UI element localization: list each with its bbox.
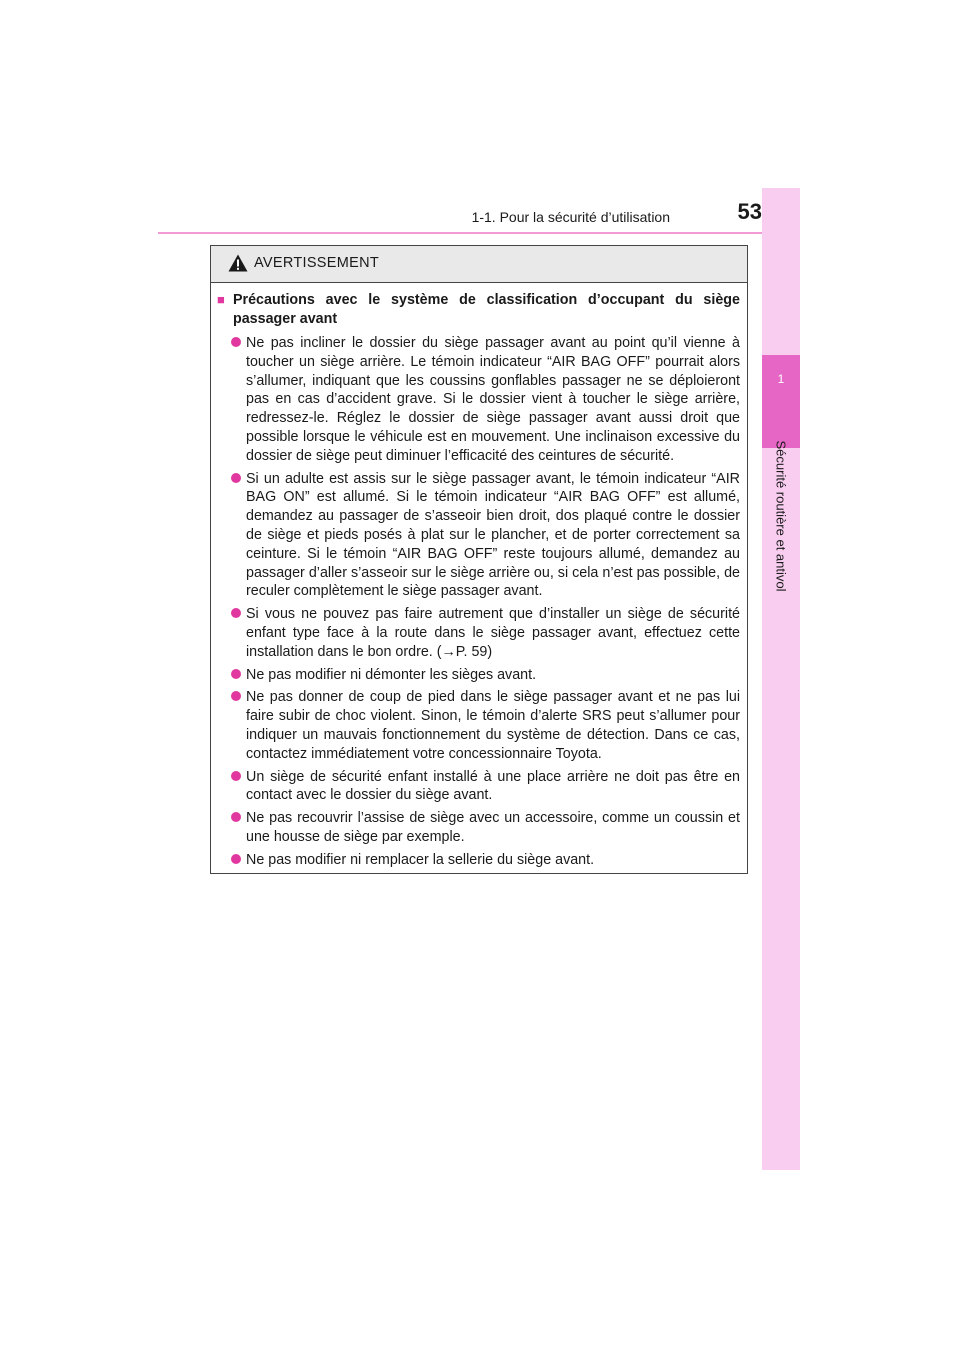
list-item-text: Ne pas modifier ni démonter les sièges avant. bbox=[246, 666, 537, 683]
warning-triangle-icon bbox=[228, 254, 248, 277]
list-item bbox=[217, 666, 740, 685]
header-section-title: 1-1. Pour la sécurité d’utilisation bbox=[471, 209, 670, 225]
bullet-dot-icon bbox=[231, 669, 241, 679]
list-item bbox=[217, 851, 740, 870]
warning-body bbox=[211, 283, 747, 870]
list-item-text: Si un adulte est assis sur le siège passager avant, le témoin indicateur “AIR BAG ON” est allumé. Si le témoin indicateur “AIR BAG OFF” est allumé, demandez au passager de s’asseoir bien droit, dos plaqué contre le dossier de siège et pieds posés à plat sur le plancher, et de porter correctement sa ceinture. Si le témoin “AIR BAG OFF” reste toujours allumé, demandez au passager d’aller s’asseoir sur le siège arrière ou, si cela n’est pas possible, de reculer complètement le siège passager avant. bbox=[246, 470, 740, 600]
bullet-dot-icon bbox=[231, 691, 241, 701]
list-item-text: Un siège de sécurité enfant installé à une place arrière ne doit pas être en contact avec le dossier du siège avant. bbox=[246, 768, 740, 804]
list-item bbox=[217, 470, 740, 602]
list-item bbox=[217, 605, 740, 661]
list-item bbox=[217, 688, 740, 763]
warning-header bbox=[211, 246, 747, 283]
list-item-text: Ne pas incliner le dossier du siège passager avant au point qu’il vienne à toucher un siège arrière. Le témoin indicateur “AIR BAG OFF” pourrait alors s’allumer, indiquant que les coussins gonflables passager ne se déploieront pas en cas d’accident grave. Si le dossier vient à toucher le siège arrière, redressez-le. Réglez le dossier de siège passager avant aussi droit que possible lorsque le véhicule est en mouvement. Une inclinaison excessive du dossier de siège peut diminuer l’efficacité des ceintures de sécurité. bbox=[246, 335, 740, 464]
chapter-number-box bbox=[762, 355, 800, 448]
list-item bbox=[217, 334, 740, 466]
warning-title: AVERTISSEMENT bbox=[254, 255, 380, 271]
bullet-dot-icon bbox=[231, 473, 241, 483]
page-number: 53 bbox=[737, 199, 762, 224]
square-bullet-icon: ■ bbox=[217, 292, 225, 307]
chapter-title: Sécurité routière et antivol bbox=[773, 440, 789, 592]
bullet-dot-icon bbox=[231, 812, 241, 822]
list-item bbox=[217, 809, 740, 847]
list-item-text: Ne pas donner de coup de pied dans le siège passager avant et ne pas lui faire subir de choc violent. Sinon, le témoin d’alerte SRS peut s’allumer pour indiquer un mauvais fonctionnement du système de détection. Dans ce cas, contactez immédiatement votre concessionnaire Toyota. bbox=[246, 689, 740, 762]
bullet-dot-icon bbox=[231, 337, 241, 347]
bullet-dot-icon bbox=[231, 771, 241, 781]
section-heading bbox=[217, 291, 740, 328]
list-item-text: Ne pas modifier ni remplacer la sellerie du siège avant. bbox=[246, 851, 595, 868]
bullet-dot-icon bbox=[231, 608, 241, 618]
bullet-dot-icon bbox=[231, 854, 241, 864]
chapter-number: 1 bbox=[777, 372, 785, 386]
list-item bbox=[217, 768, 740, 806]
header-rule bbox=[158, 232, 800, 234]
chapter-side-tab bbox=[762, 188, 800, 1170]
list-item-text: Ne pas recouvrir l’assise de siège avec un accessoire, comme un coussin et une housse de siège par exemple. bbox=[246, 810, 740, 845]
list-item-text: Si vous ne pouvez pas faire autrement que d’installer un siège de sécurité enfant type face à la route dans le siège passager avant, effectuez cette installation dans le bon ordre. (→P. 59) bbox=[246, 606, 740, 660]
section-heading-text: Précautions avec le système de classification d’occupant du siège passager avant bbox=[233, 292, 740, 327]
warning-box bbox=[210, 245, 748, 874]
